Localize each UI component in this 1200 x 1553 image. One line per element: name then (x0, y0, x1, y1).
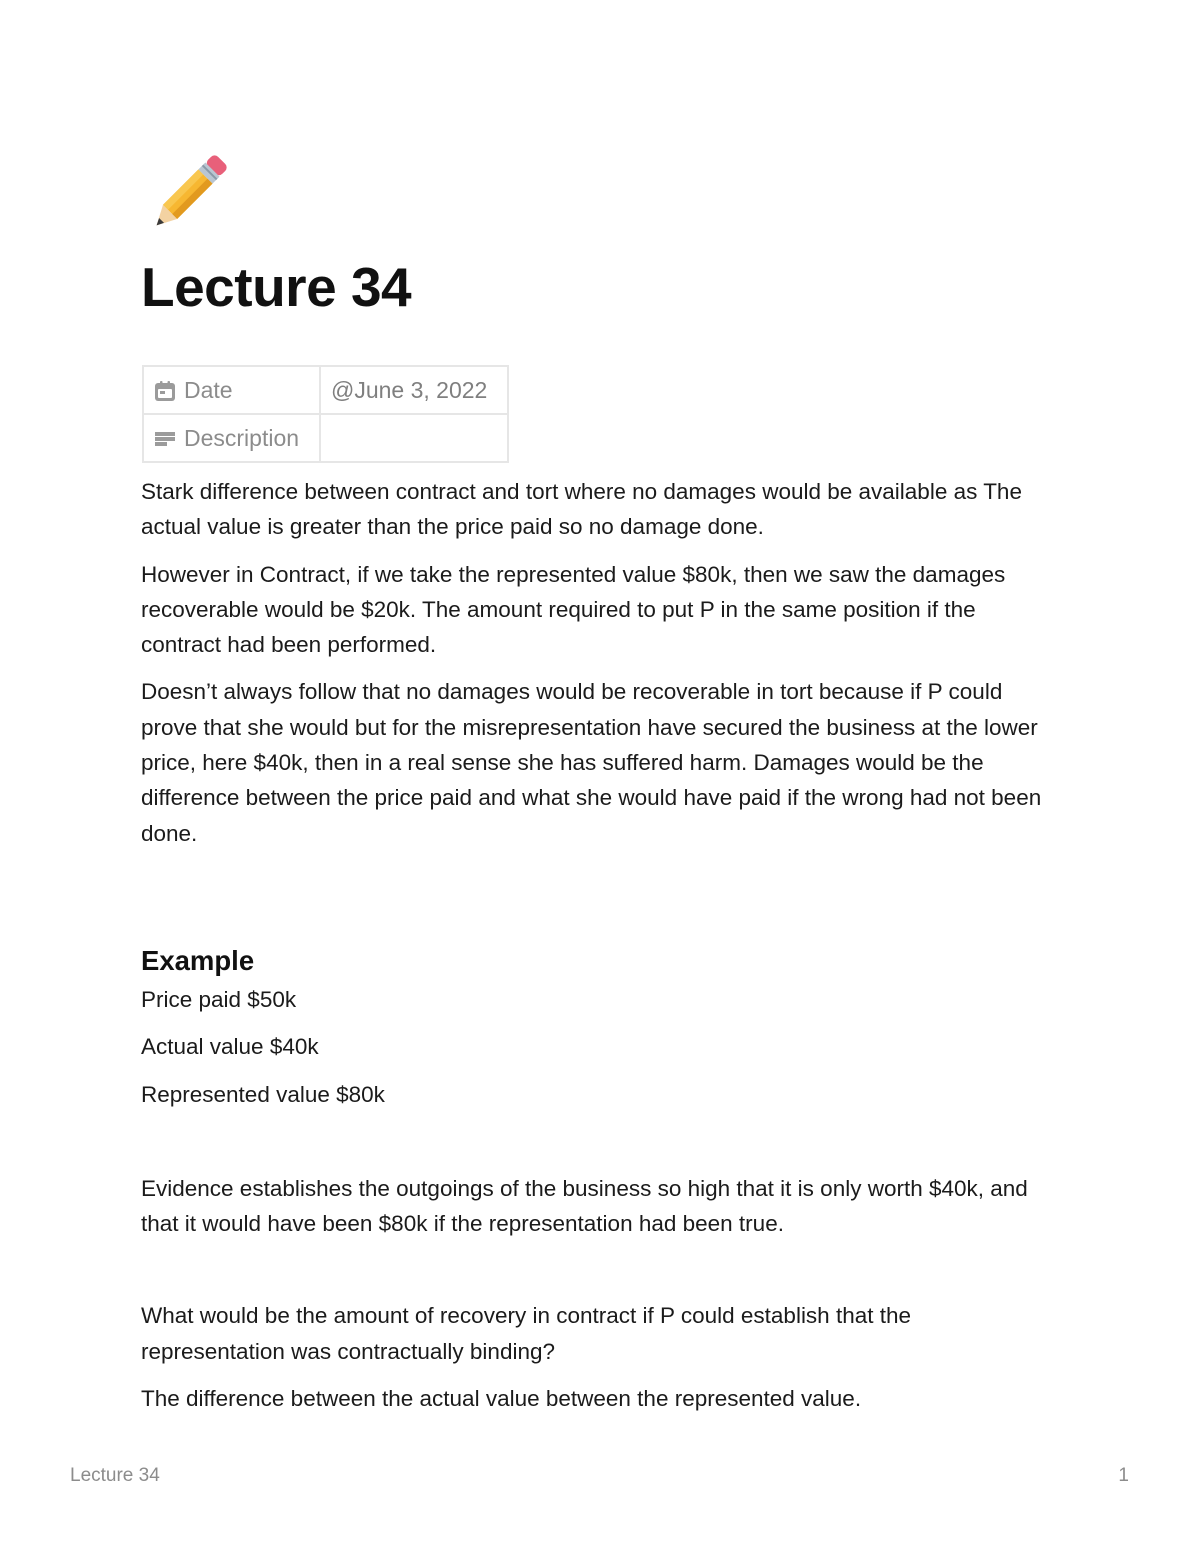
paragraph-evidence: Evidence establishes the outgoings of the business so high that it is only worth $40k, and that it would have been $80k if the representation had been true. (141, 1175, 1028, 1237)
footer-title: Lecture 34 (70, 1465, 160, 1486)
paragraph-contract-damages: However in Contract, if we take the represented value $80k, then we saw the damages recoverable would be $20k. The amount required to put P in the same position if the contract had been performed. (141, 561, 1006, 658)
paragraph-question: What would be the amount of recovery in contract if P could establish that the representation was contractually binding? (141, 1303, 912, 1364)
paragraph-tort-damages: Doesn’t always follow that no damages would be recoverable in tort because if P could prove that she would but for the misrepresentation have secured the business at the lower price, here $40k, then in a real sense she has suffered harm. Damages would be the difference between the price paid and what she would have paid if the wrong had not been done. (141, 679, 1042, 846)
property-label-description: Description (184, 424, 300, 451)
text-lines-icon (154, 428, 176, 450)
calendar-icon (154, 380, 176, 402)
pencil-icon (142, 150, 232, 240)
represented-value-line: Represented value $80k (141, 1081, 385, 1107)
property-value-description[interactable] (320, 414, 508, 462)
properties-table (142, 365, 509, 463)
property-row-date (143, 366, 508, 414)
paragraph-contract-vs-tort: Stark difference between contract and tort where no damages would be available as The actual value is greater than the price paid so no damage done. (141, 479, 1022, 540)
page-title: Lecture 34 (141, 256, 412, 318)
property-value-date[interactable]: @June 3, 2022 (320, 366, 508, 414)
paragraph-answer: The difference between the actual value between the represented value. (141, 1386, 862, 1412)
property-key-description[interactable] (143, 414, 320, 462)
footer-page-number: 1 (1118, 1465, 1129, 1486)
property-key-date[interactable] (143, 366, 320, 414)
property-label-date: Date (184, 376, 233, 403)
example-heading: Example (141, 944, 255, 976)
price-paid-line: Price paid $50k (141, 986, 297, 1012)
actual-value-line: Actual value $40k (141, 1034, 319, 1060)
page-content (141, 474, 1061, 1416)
property-row-description (143, 414, 508, 462)
